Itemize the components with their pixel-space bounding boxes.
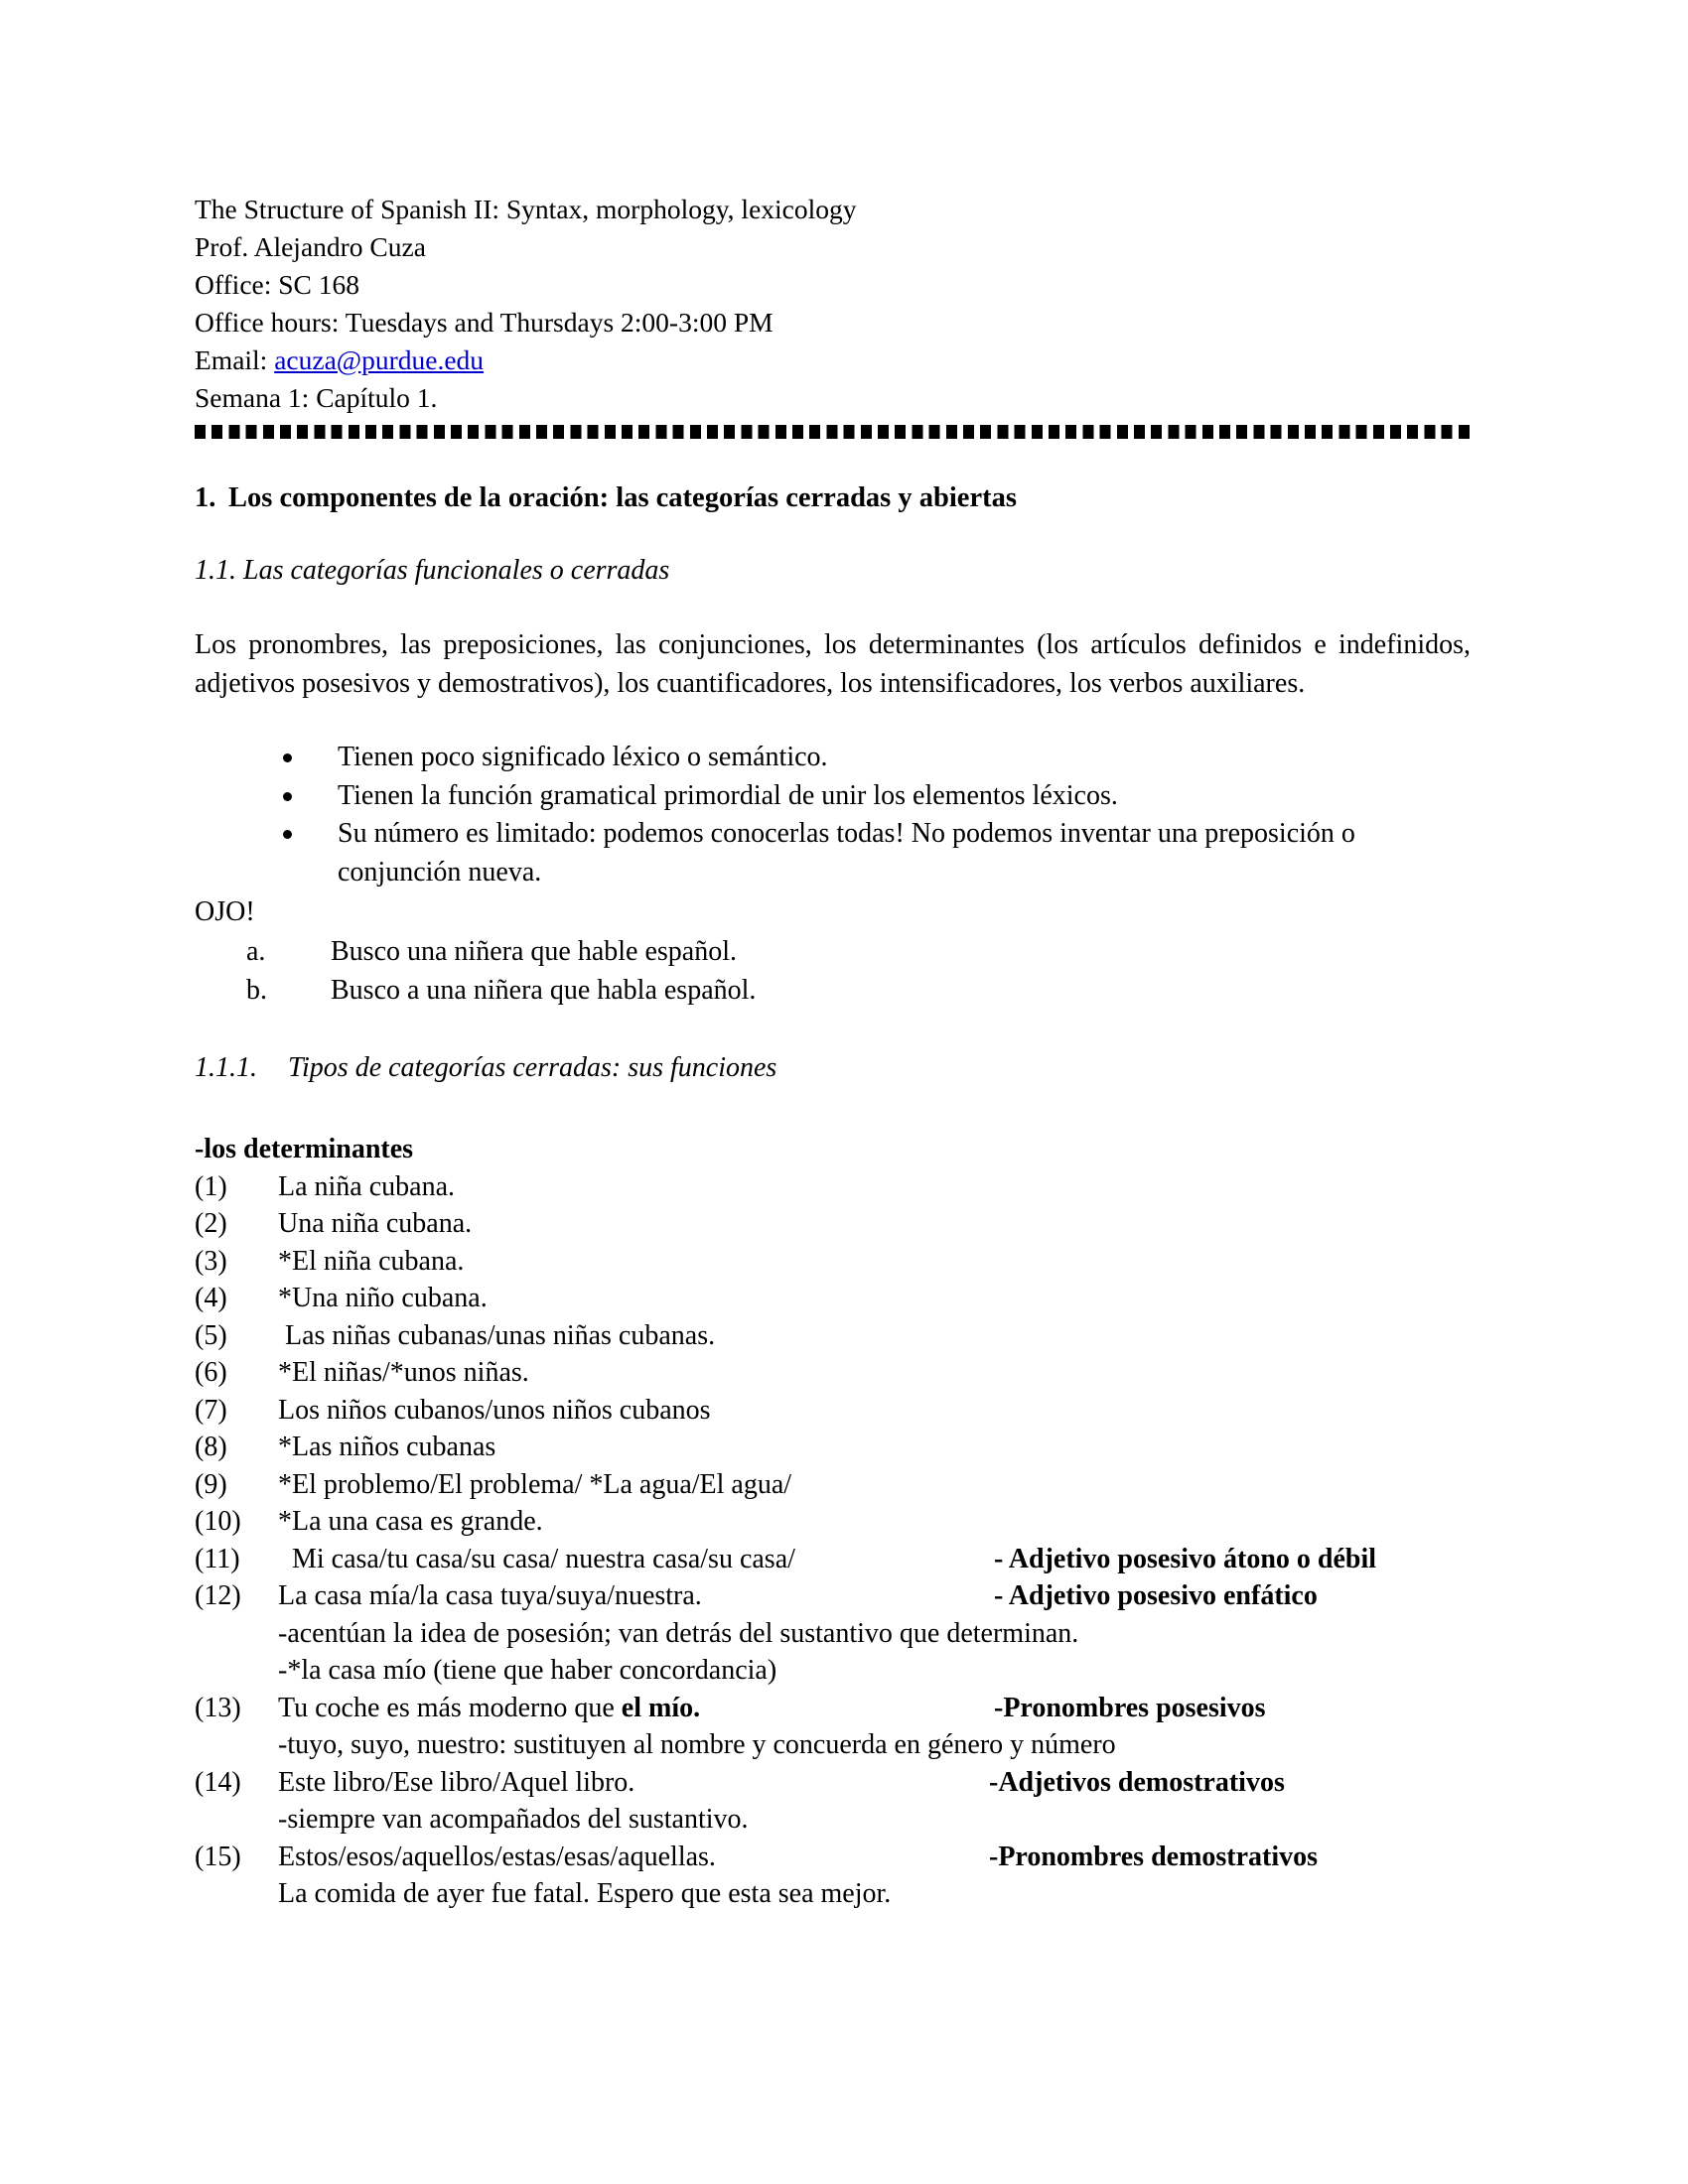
- list-item: [283, 815, 1420, 891]
- example-row: [195, 1392, 1476, 1430]
- example-number: (5): [195, 1319, 227, 1351]
- list-item: [195, 932, 1476, 971]
- example-text: La casa mía/la casa tuya/suya/nuestra.: [278, 1580, 702, 1611]
- example-number: (11): [195, 1543, 240, 1574]
- example-text: Los niños cubanos/unos niños cubanos: [278, 1394, 711, 1426]
- example-text: Estos/esos/aquellos/estas/esas/aquellas.: [278, 1841, 716, 1872]
- example-note: -*la casa mío (tiene que haber concordancia): [278, 1655, 777, 1686]
- example-row: [195, 1354, 1476, 1392]
- example-number: (10): [195, 1506, 241, 1537]
- section-1-1-1-number: 1.1.1.: [195, 1051, 257, 1083]
- bullet-dot-icon: [283, 792, 292, 801]
- alpha-label: a.: [246, 935, 266, 967]
- alpha-text: Busco una niñera que hable español.: [331, 935, 737, 967]
- section-1-1-title: Las categorías funcionales o cerradas: [243, 555, 670, 586]
- alpha-text: Busco a una niñera que habla español.: [331, 974, 757, 1006]
- example-label: - Adjetivo posesivo enfático: [994, 1580, 1318, 1611]
- example-row: [195, 1839, 1476, 1876]
- example-note: -tuyo, suyo, nuestro: sustituyen al nombre y concuerda en género y número: [278, 1729, 1116, 1760]
- bullet-text: Tienen poco significado léxico o semántico.: [338, 742, 828, 772]
- example-number: (9): [195, 1468, 227, 1500]
- example-number: (6): [195, 1357, 227, 1388]
- email-line: [195, 341, 1476, 379]
- example-text: *El niñas/*unos niñas.: [278, 1357, 529, 1388]
- example-label: -Pronombres posesivos: [994, 1692, 1266, 1723]
- example-note: La comida de ayer fue fatal. Espero que esta sea mejor.: [278, 1878, 892, 1909]
- example-text: La niña cubana.: [278, 1170, 456, 1202]
- intro-paragraph: Los pronombres, las preposiciones, las conjunciones, los determinantes (los artículos definidos e indefinidos, adjetivos posesivos y demostrativos), los cuantificadores, los intensificadores, los verbos auxiliares.: [195, 629, 1471, 699]
- section-1-heading: [195, 478, 1476, 518]
- example-row: [195, 1577, 1476, 1615]
- example-note: -acentúan la idea de posesión; van detrás del sustantivo que determinan.: [278, 1617, 1079, 1649]
- example-row: [195, 1243, 1476, 1281]
- example-number: (15): [195, 1841, 241, 1872]
- example-label: -Pronombres demostrativos: [989, 1841, 1319, 1872]
- example-row: [195, 1503, 1476, 1541]
- list-item: [195, 971, 1476, 1010]
- example-row: [195, 1168, 1476, 1206]
- example-number: (13): [195, 1692, 241, 1723]
- example-text: *El niña cubana.: [278, 1245, 465, 1277]
- bullet-text: Su número es limitado: podemos conocerlas todas! No podemos inventar una preposición o conjunción nueva.: [338, 818, 1355, 887]
- example-row: [195, 1764, 1476, 1802]
- example-number: (2): [195, 1208, 227, 1239]
- example-number: (1): [195, 1170, 227, 1202]
- example-text: *La una casa es grande.: [278, 1506, 543, 1537]
- list-item: [283, 777, 1420, 816]
- section-1-1-heading: [195, 552, 1476, 590]
- section-1-1-number: 1.1.: [195, 555, 236, 586]
- section-1-1-1-heading: [195, 1049, 1476, 1087]
- example-text: Una niña cubana.: [278, 1208, 473, 1239]
- square-dot-divider: [195, 419, 1471, 445]
- alpha-example-list: [195, 932, 1476, 1010]
- bullet-text: Tienen la función gramatical primordial de unir los elementos léxicos.: [338, 779, 1118, 811]
- course-header: [195, 191, 1476, 417]
- example-row: [195, 1317, 1476, 1355]
- example-text: [278, 1690, 700, 1727]
- example-text: *El problemo/El problema/ *La agua/El agua/: [278, 1468, 792, 1500]
- numbered-example-list: [195, 1168, 1476, 1913]
- example-text: *Una niño cubana.: [278, 1283, 488, 1313]
- document-content: [195, 191, 1476, 1913]
- divider-rule: [195, 425, 1471, 439]
- instructor-line: Prof. Alejandro Cuza: [195, 231, 426, 262]
- example-text: Mi casa/tu casa/su casa/ nuestra casa/su casa/: [278, 1543, 795, 1574]
- example-row: [195, 1690, 1476, 1727]
- example-label: -Adjetivos demostrativos: [989, 1766, 1285, 1798]
- example-row: [195, 1205, 1476, 1243]
- determinantes-heading: -los determinantes: [195, 1133, 414, 1164]
- example-text: *Las niños cubanas: [278, 1432, 496, 1462]
- example-text: Las niñas cubanas/unas niñas cubanas.: [278, 1319, 716, 1351]
- example-text: Este libro/Ese libro/Aquel libro.: [278, 1766, 635, 1798]
- section-1-1-1-title: Tipos de categorías cerradas: sus funciones: [288, 1051, 777, 1083]
- example-number: (7): [195, 1394, 227, 1426]
- bullet-dot-icon: [283, 830, 292, 839]
- email-label: Email:: [195, 344, 275, 375]
- example-text-emphasis: el mío.: [621, 1692, 701, 1723]
- example-number: (3): [195, 1245, 227, 1277]
- section-1-number: 1.: [195, 482, 216, 513]
- example-label: - Adjetivo posesivo átono o débil: [994, 1543, 1377, 1574]
- example-number: (8): [195, 1432, 227, 1462]
- bullet-dot-icon: [283, 753, 292, 762]
- office-hours-line: Office hours: Tuesdays and Thursdays 2:00-3:00 PM: [195, 307, 774, 338]
- example-row: [195, 1466, 1476, 1504]
- example-number: (4): [195, 1283, 227, 1313]
- example-row: [195, 1541, 1476, 1578]
- office-line: Office: SC 168: [195, 269, 360, 300]
- example-row: [195, 1429, 1476, 1466]
- alpha-label: b.: [246, 974, 267, 1006]
- example-text-before: Tu coche es más moderno que: [278, 1692, 622, 1723]
- feature-bullet-list: [195, 739, 1476, 891]
- example-number: (12): [195, 1580, 241, 1611]
- course-title-line: The Structure of Spanish II: Syntax, morphology, lexicology: [195, 194, 857, 224]
- list-item: [283, 739, 1420, 777]
- ojo-label: OJO!: [195, 896, 255, 927]
- example-note: -siempre van acompañados del sustantivo.: [278, 1804, 749, 1835]
- example-number: (14): [195, 1766, 241, 1798]
- week-line: Semana 1: Capítulo 1.: [195, 382, 438, 413]
- section-1-title: Los componentes de la oración: las categorías cerradas y abiertas: [228, 482, 1017, 513]
- example-row: [195, 1280, 1476, 1317]
- email-link[interactable]: acuza@purdue.edu: [274, 344, 485, 375]
